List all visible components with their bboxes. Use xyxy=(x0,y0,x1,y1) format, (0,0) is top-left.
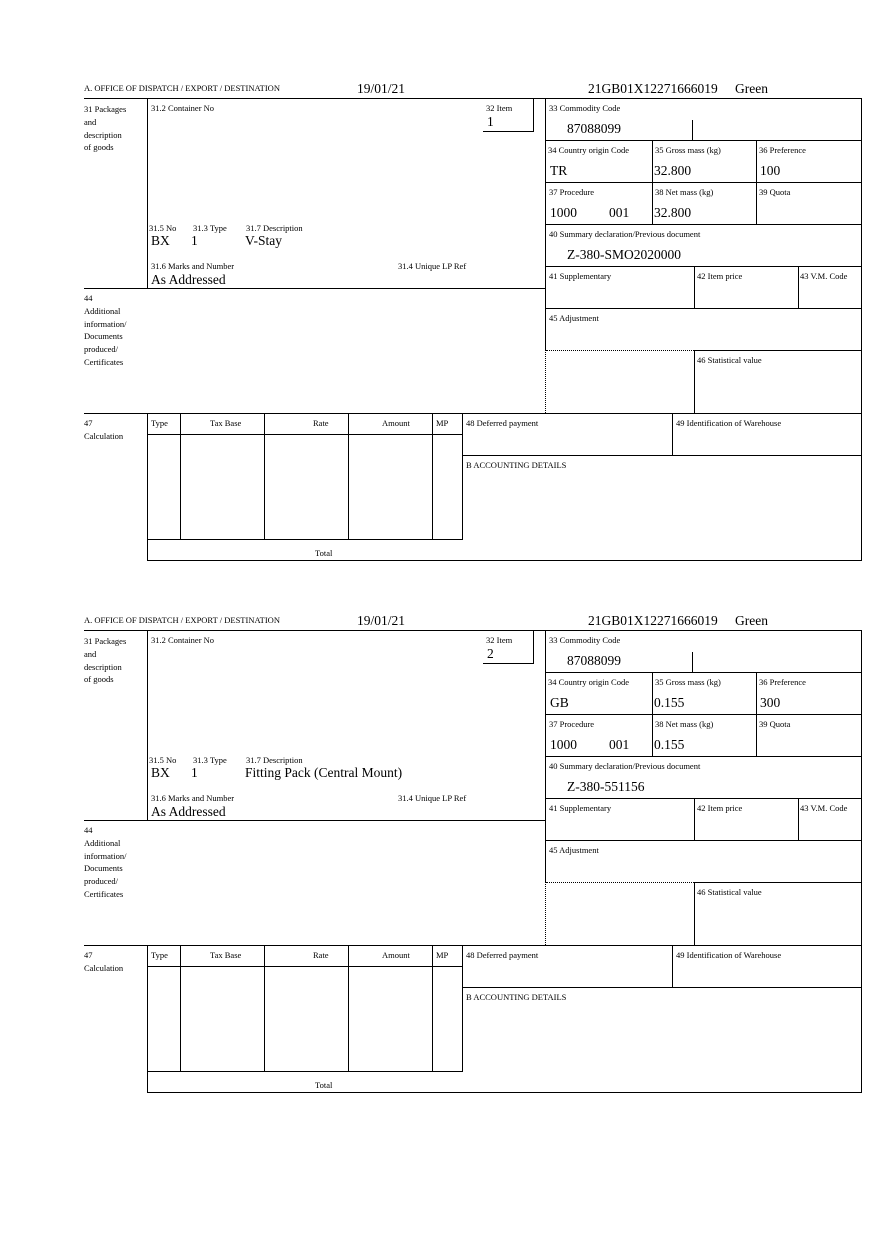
container-label: 31.2 Container No xyxy=(151,635,215,645)
accounting-details-label: B ACCOUNTING DETAILS xyxy=(466,992,567,1002)
route-status: Green xyxy=(735,81,768,96)
calc-type-header: Type xyxy=(151,950,168,960)
preference-label: 36 Preference xyxy=(759,677,806,687)
quota-label: 39 Quota xyxy=(759,187,791,197)
country-origin-value: TR xyxy=(550,163,568,178)
commodity-label: 33 Commodity Code xyxy=(549,635,621,645)
pkg-type-label: 31.3 Type xyxy=(193,223,227,233)
item-number: 1 xyxy=(487,114,494,129)
net-mass-value: 32.800 xyxy=(654,205,692,220)
procedure-value-b: 001 xyxy=(609,205,630,220)
declaration-reference: 21GB01X12271666019 xyxy=(588,613,718,628)
declaration-date: 19/01/21 xyxy=(357,81,406,96)
preference-value: 100 xyxy=(760,163,781,178)
pkg-type-value: 1 xyxy=(191,233,198,248)
declaration-form-2 xyxy=(0,532,882,1090)
item-number: 2 xyxy=(487,646,494,661)
net-mass-label: 38 Net mass (kg) xyxy=(655,187,714,197)
supplementary-label: 41 Supplementary xyxy=(549,271,612,281)
declaration-date: 19/01/21 xyxy=(357,613,406,628)
deferred-payment-label: 48 Deferred payment xyxy=(466,418,539,428)
calculation-label: 47 Calculation xyxy=(84,418,124,441)
gross-mass-value: 32.800 xyxy=(654,163,692,178)
pkg-no-label: 31.5 No xyxy=(149,223,177,233)
additional-info-label: 44 Additional information/ Documents produced/ Certificates xyxy=(84,825,127,899)
procedure-label: 37 Procedure xyxy=(549,719,595,729)
procedure-value-a: 1000 xyxy=(550,205,577,220)
net-mass-value: 0.155 xyxy=(654,737,685,752)
marks-value: As Addressed xyxy=(151,272,226,287)
quota-label: 39 Quota xyxy=(759,719,791,729)
net-mass-label: 38 Net mass (kg) xyxy=(655,719,714,729)
pkg-type-value: 1 xyxy=(191,765,198,780)
calc-total-label: Total xyxy=(315,1080,333,1090)
unique-ref-label: 31.4 Unique LP Ref xyxy=(398,793,467,803)
pkg-description-label: 31.7 Description xyxy=(246,755,303,765)
supplementary-label: 41 Supplementary xyxy=(549,803,612,813)
country-origin-value: GB xyxy=(550,695,569,710)
commodity-value: 87088099 xyxy=(567,121,621,136)
declaration-form-1 xyxy=(0,0,882,558)
summary-label: 40 Summary declaration/Previous document xyxy=(549,761,701,771)
warehouse-label: 49 Identification of Warehouse xyxy=(676,950,782,960)
pkg-description-label: 31.7 Description xyxy=(246,223,303,233)
gross-mass-label: 35 Gross mass (kg) xyxy=(655,145,721,155)
marks-label: 31.6 Marks and Number xyxy=(151,261,235,271)
pkg-no-label: 31.5 No xyxy=(149,755,177,765)
summary-value: Z-380-SMO2020000 xyxy=(567,247,681,262)
calc-total-label: Total xyxy=(315,548,333,558)
pkg-description-value: V-Stay xyxy=(245,233,283,248)
calc-rate-header: Rate xyxy=(313,418,329,428)
packages-label: 31 Packages and description of goods xyxy=(84,636,127,685)
item-price-label: 42 Item price xyxy=(697,271,743,281)
accounting-details-label: B ACCOUNTING DETAILS xyxy=(466,460,567,470)
office-label: A. OFFICE OF DISPATCH / EXPORT / DESTINATION xyxy=(84,83,280,93)
calc-rate-header: Rate xyxy=(313,950,329,960)
declaration-reference: 21GB01X12271666019 xyxy=(588,81,718,96)
pkg-type-label: 31.3 Type xyxy=(193,755,227,765)
item-price-label: 42 Item price xyxy=(697,803,743,813)
procedure-value-a: 1000 xyxy=(550,737,577,752)
procedure-value-b: 001 xyxy=(609,737,630,752)
pkg-no-value: BX xyxy=(151,233,170,248)
pkg-no-value: BX xyxy=(151,765,170,780)
pkg-description-value: Fitting Pack (Central Mount) xyxy=(245,765,403,780)
marks-label: 31.6 Marks and Number xyxy=(151,793,235,803)
office-label: A. OFFICE OF DISPATCH / EXPORT / DESTINATION xyxy=(84,615,280,625)
deferred-payment-label: 48 Deferred payment xyxy=(466,950,539,960)
statistical-label: 46 Statistical value xyxy=(697,887,762,897)
statistical-label: 46 Statistical value xyxy=(697,355,762,365)
calc-amount-header: Amount xyxy=(382,950,410,960)
unique-ref-label: 31.4 Unique LP Ref xyxy=(398,261,467,271)
preference-label: 36 Preference xyxy=(759,145,806,155)
summary-label: 40 Summary declaration/Previous document xyxy=(549,229,701,239)
calc-tax-base-header: Tax Base xyxy=(210,950,242,960)
adjustment-label: 45 Adjustment xyxy=(549,313,599,323)
warehouse-label: 49 Identification of Warehouse xyxy=(676,418,782,428)
packages-label: 31 Packages and description of goods xyxy=(84,104,127,153)
additional-info-label: 44 Additional information/ Documents produced/ Certificates xyxy=(84,293,127,367)
adjustment-label: 45 Adjustment xyxy=(549,845,599,855)
vm-code-label: 43 V.M. Code xyxy=(800,271,848,281)
gross-mass-label: 35 Gross mass (kg) xyxy=(655,677,721,687)
route-status: Green xyxy=(735,613,768,628)
item-label: 32 Item xyxy=(486,635,513,645)
commodity-label: 33 Commodity Code xyxy=(549,103,621,113)
calc-mp-header: MP xyxy=(436,418,449,428)
country-origin-label: 34 Country origin Code xyxy=(548,145,629,155)
container-label: 31.2 Container No xyxy=(151,103,215,113)
marks-value: As Addressed xyxy=(151,804,226,819)
commodity-value: 87088099 xyxy=(567,653,621,668)
procedure-label: 37 Procedure xyxy=(549,187,595,197)
calculation-label: 47 Calculation xyxy=(84,950,124,973)
calc-type-header: Type xyxy=(151,418,168,428)
summary-value: Z-380-551156 xyxy=(567,779,645,794)
calc-mp-header: MP xyxy=(436,950,449,960)
calc-tax-base-header: Tax Base xyxy=(210,418,242,428)
country-origin-label: 34 Country origin Code xyxy=(548,677,629,687)
preference-value: 300 xyxy=(760,695,781,710)
gross-mass-value: 0.155 xyxy=(654,695,685,710)
item-label: 32 Item xyxy=(486,103,513,113)
vm-code-label: 43 V.M. Code xyxy=(800,803,848,813)
calc-amount-header: Amount xyxy=(382,418,410,428)
